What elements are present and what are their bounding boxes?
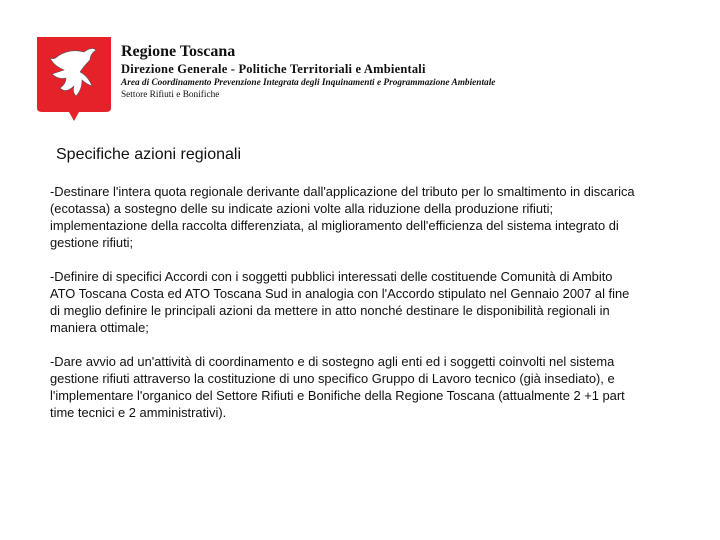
- paragraph: -Dare avvio ad un'attività di coordinamento e di sostegno agli enti ed i soggetti coinvolti nel sistema gestione rifiuti attraverso la costituzione di uno specifico Gruppo di Lavoro tecnico (già insediato), e l'implementare l'organico del Settore Rifiuti e Bonifiche della Regione Toscana (attualmente 2 +1 part time tecnici e 2 amministrativi).: [50, 354, 625, 420]
- sector-name: Settore Rifiuti e Bonifiche: [121, 90, 220, 100]
- area-name: Area di Coordinamento Prevenzione Integrata degli Inquinamenti e Programmazione Ambientale: [121, 78, 496, 88]
- regione-toscana-logo-icon: [36, 36, 112, 122]
- org-name: Regione Toscana: [121, 43, 236, 60]
- paragraph: -Destinare l'intera quota regionale derivante dall'applicazione del tributo per lo smaltimento in discarica (ecotassa) a sostegno delle su indicate azioni volte alla riduzione della produzione rifiuti; implementazione della raccolta differenziata, al miglioramento dell'efficienza del sistema integrato di gestione rifiuti;: [50, 184, 635, 250]
- letterhead: [121, 42, 495, 101]
- paragraph: -Definire di specifici Accordi con i soggetti pubblici interessati delle costituende Comunità di Ambito ATO Toscana Costa ed ATO Toscana Sud in analogia con l'Accordo stipulato nel Gennaio 2007 al fine di meglio definire le principali azioni da mettere in atto nonché destinare le disponibilità regionali in maniera ottimale;: [50, 269, 630, 335]
- body-text: [50, 183, 640, 438]
- direction-name: Direzione Generale - Politiche Territoriali e Ambientali: [121, 62, 426, 76]
- page-title: Specifiche azioni regionali: [56, 146, 241, 163]
